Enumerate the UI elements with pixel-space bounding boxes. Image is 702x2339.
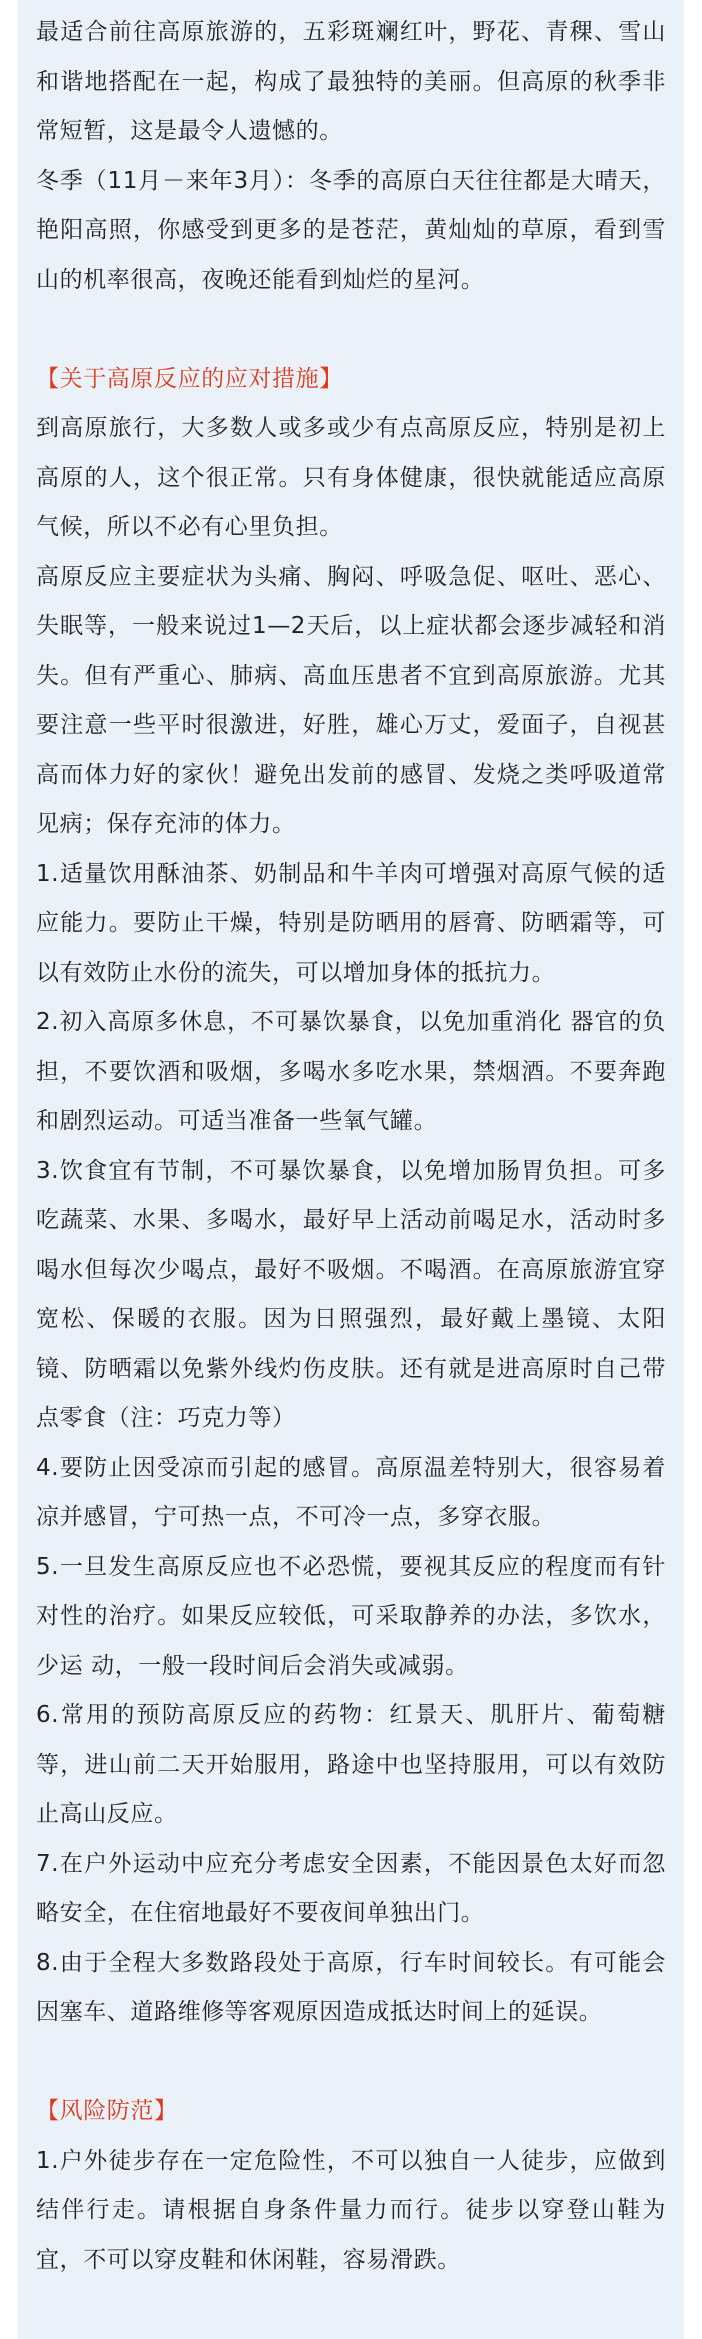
list-item-6: 6.常用的预防高原反应的药物：红景天、肌肝片、葡萄糖等，进山前二天开始服用，路途中也坚持服用，可以有效防止高山反应。: [36, 1702, 666, 1827]
risk-list-item-1: 1.户外徒步存在一定危险性，不可以独自一人徒步，应做到结伴行走。请根据自身条件量力而行。徒步以穿登山鞋为宜，不可以穿皮鞋和休闲鞋，容易滑跌。: [36, 2147, 666, 2273]
section-heading-altitude-sickness: 【关于高原反应的应对措施】: [36, 365, 343, 392]
paragraph-winter: 冬季（11月－来年3月）：冬季的高原白天往往都是大晴天，艳阳高照，你感受到更多的是苍茫，黄灿灿的草原，看到雪山的机率很高，夜晚还能看到灿烂的星河。: [36, 167, 666, 293]
list-item-7: 7.在户外运动中应充分考虑安全因素，不能因景色太好而忽略安全，在住宿地最好不要夜间单独出门。: [36, 1850, 666, 1926]
paragraph-intro-2: 高原反应主要症状为头痛、胸闷、呼吸急促、呕吐、恶心、失眠等，一般来说过1—2天后，以上症状都会逐步减轻和消失。但有严重心、肺病、高血压患者不宜到高原旅游。尤其要注意一些平时很激进，好胜，雄心万丈，爱面子，自视甚高而体力好的家伙！避免出发前的感冒、发烧之类呼吸道常见病；保存充沛的体力。: [36, 563, 666, 837]
list-item-4: 4.要防止因受凉而引起的感冒。高原温差特别大，很容易着凉并感冒，宁可热一点，不可冷一点，多穿衣服。: [36, 1454, 666, 1530]
list-item-5: 5.一旦发生高原反应也不必恐慌，要视其反应的程度而有针对性的治疗。如果反应较低，可采取静养的办法，多饮水，少运 动，一般一段时间后会消失或减弱。: [36, 1553, 666, 1679]
article-panel: [18, 0, 684, 2339]
paragraph-autumn-tail: 最适合前往高原旅游的，五彩斑斓红叶，野花、青稞、雪山和谐地搭配在一起，构成了最独特的美丽。但高原的秋季非常短暂，这是最令人遗憾的。: [36, 19, 666, 144]
section-heading-risk-prevention: 【风险防范】: [36, 2098, 178, 2124]
paragraph-intro-1: 到高原旅行，大多数人或多或少有点高原反应，特别是初上高原的人，这个很正常。只有身体健康，很快就能适应高原气候，所以不必有心里负担。: [36, 415, 666, 540]
list-item-2: 2.初入高原多休息，不可暴饮暴食，以免加重消化 器官的负担，不要饮酒和吸烟，多喝水多吃水果，禁烟酒。不要奔跑和剧烈运动。可适当准备一些氧气罐。: [36, 1009, 666, 1134]
list-item-8: 8.由于全程大多数路段处于高原，行车时间较长。有可能会因塞车、道路维修等客观原因造成抵达时间上的延误。: [36, 1949, 666, 2025]
list-item-1: 1.适量饮用酥油茶、奶制品和牛羊肉可增强对高原气候的适应能力。要防止干燥，特别是防晒用的唇膏、防晒霜等，可以有效防止水份的流失，可以增加身体的抵抗力。: [36, 860, 666, 986]
list-item-3: 3.饮食宜有节制，不可暴饮暴食，以免增加肠胃负担。可多吃蔬菜、水果、多喝水，最好早上活动前喝足水，活动时多喝水但每次少喝点，最好不吸烟。不喝酒。在高原旅游宜穿宽松、保暖的衣服。因为日照强烈，最好戴上墨镜、太阳镜、防晒霜以免紫外线灼伤皮肤。还有就是进高原时自己带点零食（注：巧克力等）: [36, 1157, 666, 1431]
